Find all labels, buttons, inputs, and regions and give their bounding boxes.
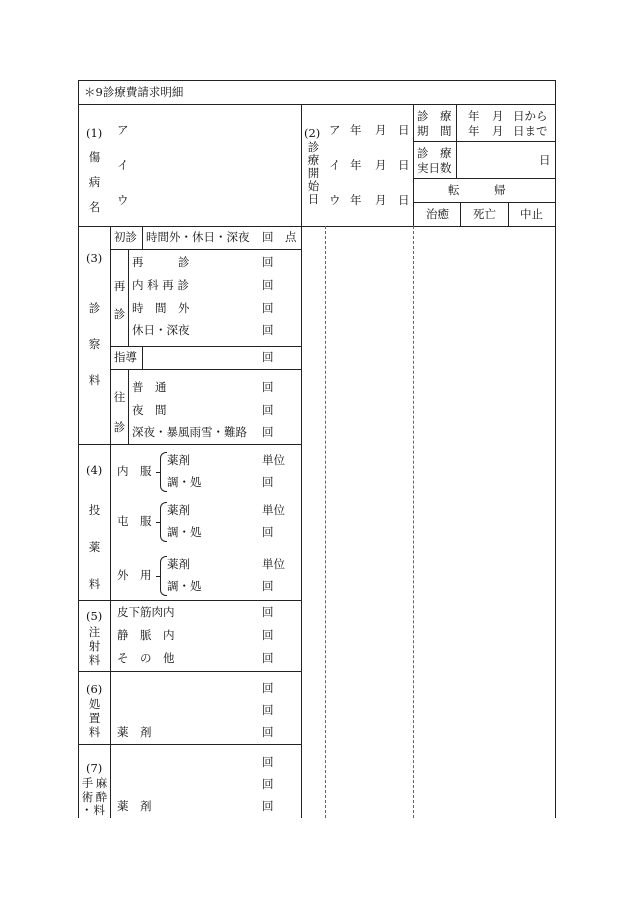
surgery-drug-label: 薬 剤 [117,799,152,813]
start-date-month: 月 [375,123,387,137]
period-to-month: 月 [492,124,504,138]
outcome-stopped: 中止 [520,207,543,221]
medication-dispense-unit: 回 [262,475,274,489]
start-date-day: 日 [398,193,410,207]
treatment-unit: 回 [262,681,274,695]
treatment-unit: 回 [262,703,274,717]
start-date-year: 年 [350,123,362,137]
medication-group-label: 屯 服 [117,514,152,528]
injection-item-unit: 回 [262,651,274,665]
shoshin-text: 時間外・休日・深夜 [146,230,250,244]
medication-drug-label: 薬剤 [167,503,190,517]
medication-dispense-label: 調・処 [167,579,202,593]
injection-item-unit: 回 [262,628,274,642]
start-date-month: 月 [375,158,387,172]
saishin-item-unit: 回 [262,323,274,337]
days-label-1: 診 療 [417,146,452,160]
period-label-1: 診 療 [417,109,452,123]
oushin-group-label: 往診 [113,390,126,434]
sec1-title: 傷病名 [88,150,101,214]
medication-drug-unit: 単位 [262,557,285,571]
saishin-group-label: 再診 [113,279,126,321]
sec4-title: 投薬料 [88,503,101,591]
medication-drug-label: 薬剤 [167,453,190,467]
sec2-title: 診療開始日 [307,140,320,206]
saishin-item-label: 時 間 外 [132,301,190,315]
start-date-key: ア [329,123,341,137]
sec4-number: (4) [86,463,103,477]
surgery-unit: 回 [262,777,274,791]
sec5-number: (5) [86,609,103,623]
outcome-died: 死亡 [473,207,496,221]
start-date-year: 年 [350,158,362,172]
surgery-unit: 回 [262,799,274,813]
saishin-item-unit: 回 [262,301,274,315]
medication-dispense-unit: 回 [262,579,274,593]
sec3-title: 診察料 [88,301,101,387]
sec2-number: (2) [304,126,321,140]
start-date-key: ウ [329,193,341,207]
sec7-title-anesthesia: 麻酔 [95,776,108,804]
oushin-item-label: 普 通 [132,380,167,394]
start-date-key: イ [329,158,341,172]
treatment-unit: 回 [262,725,274,739]
period-from-day: 日から [513,109,548,123]
start-date-month: 月 [375,193,387,207]
shoshin-unit-times: 回 [262,230,274,244]
outcome-title: 転 帰 [448,183,506,197]
injection-item-label: 静 脈 内 [117,628,175,642]
shoshin-unit-points: 点 [285,230,297,244]
injection-item-unit: 回 [262,605,274,619]
injection-item-label: 皮下筋肉内 [117,605,175,619]
oushin-item-unit: 回 [262,403,274,417]
medication-group-label: 外 用 [117,568,152,582]
start-date-day: 日 [398,123,410,137]
start-date-year: 年 [350,193,362,207]
disease-a-label: ア [117,123,129,137]
medication-drug-unit: 単位 [262,503,285,517]
surgery-unit: 回 [262,755,274,769]
medication-group-label: 内 服 [117,464,152,478]
disease-u-label: ウ [117,193,129,207]
form-title: ＊9診療費請求明細 [84,85,184,99]
saishin-item-label: 内 科 再 診 [132,278,189,292]
oushin-item-label: 夜 間 [132,403,167,417]
saishin-item-label: 再 診 [132,255,190,269]
treatment-drug-label: 薬 剤 [117,725,152,739]
oushin-item-label: 深夜・暴風雨雪・難路 [132,425,247,439]
sec6-title: 処置料 [88,697,101,739]
saishin-item-unit: 回 [262,255,274,269]
sec7-title-fee: ・料 [81,803,106,817]
days-label-2: 実日数 [417,161,452,175]
oushin-item-unit: 回 [262,425,274,439]
shoshin-label: 初診 [114,230,137,244]
period-to-day: 日まで [513,124,548,138]
period-from-month: 月 [492,109,504,123]
saishin-item-unit: 回 [262,278,274,292]
shido-label: 指導 [114,350,137,364]
medication-dispense-unit: 回 [262,525,274,539]
period-from-year: 年 [468,109,480,123]
shido-unit: 回 [262,350,274,364]
sec3-number: (3) [86,251,103,265]
medication-drug-unit: 単位 [262,453,285,467]
disease-i-label: イ [117,158,129,172]
sec7-number: (7) [86,761,103,775]
start-date-day: 日 [398,158,410,172]
outcome-cured: 治癒 [426,207,449,221]
sec7-title-surgery: 手術 [81,776,94,804]
days-unit: 日 [539,153,551,167]
sec5-title: 注射料 [88,625,101,667]
medication-drug-label: 薬剤 [167,557,190,571]
saishin-item-label: 休日・深夜 [132,323,190,337]
sec1-number: (1) [86,126,103,140]
oushin-item-unit: 回 [262,380,274,394]
medication-dispense-label: 調・処 [167,475,202,489]
sec6-number: (6) [86,682,103,696]
period-label-2: 期 間 [417,124,452,138]
medication-dispense-label: 調・処 [167,525,202,539]
injection-item-label: そ の 他 [117,651,175,665]
period-to-year: 年 [468,124,480,138]
